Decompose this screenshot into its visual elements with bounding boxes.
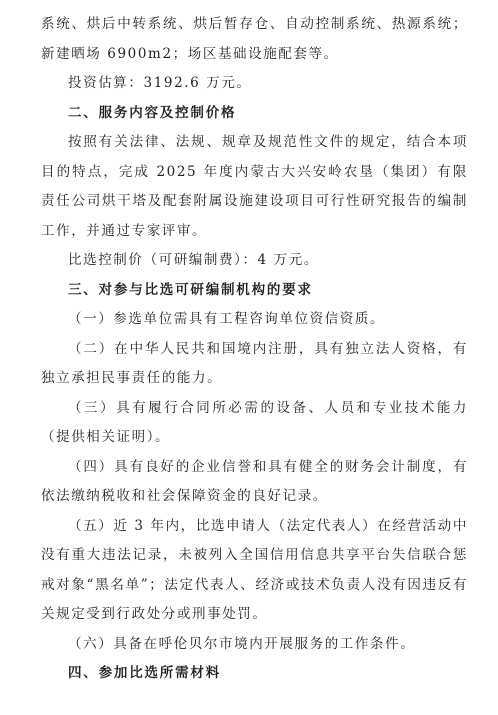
paragraph-scope-continued: 系统、烘后中转系统、烘后暂存仓、自动控制系统、热源系统；新建晒场 6900m2；场区基础设施配套等。 [41, 16, 468, 62]
heading-requirements: 三、对参与比选可研编制机构的要求 [68, 281, 313, 298]
requirement-3: （三）具有履行合同所必需的设备、人员和专业技术能力（提供相关证明）。 [41, 399, 468, 445]
requirement-5: （五）近 3 年内，比选申请人（法定代表人）在经营活动中没有重大违法记录，未被列入全国信用信息共享平台失信联合惩戒对象“黑名单”；法定代表人、经济或技术负责人没有因违反有关规定受到行政处分或刑事处罚。 [41, 517, 468, 622]
requirement-1: （一）参选单位需具有工程咨询单位资信资质。 [68, 311, 386, 327]
requirement-4: （四）具有良好的企业信誉和具有健全的财务会计制度，有依法缴纳税收和社会保障资金的良好记录。 [41, 458, 468, 504]
paragraph-investment-estimate: 投资估算：3192.6 万元。 [68, 75, 252, 91]
requirement-2: （二）在中华人民共和国境内注册，具有独立法人资格，有独立承担民事责任的能力。 [41, 340, 468, 386]
requirement-6: （六）具备在呼伦贝尔市境内开展服务的工作条件。 [68, 635, 416, 652]
paragraph-control-price: 比选控制价（可研编制费）：4 万元。 [68, 252, 319, 268]
heading-materials: 四、参加比选所需材料 [68, 665, 221, 681]
heading-service-content: 二、服务内容及控制价格 [68, 104, 237, 121]
paragraph-service-content: 按照有关法律、法规、规章及规范性文件的规定，结合本项目的特点，完成 2025 年度内蒙古大兴安岭农垦（集团）有限责任公司烘干塔及配套附属设施建设项目可行性研究报告的编制工作，并通过专家评审。 [41, 134, 468, 239]
